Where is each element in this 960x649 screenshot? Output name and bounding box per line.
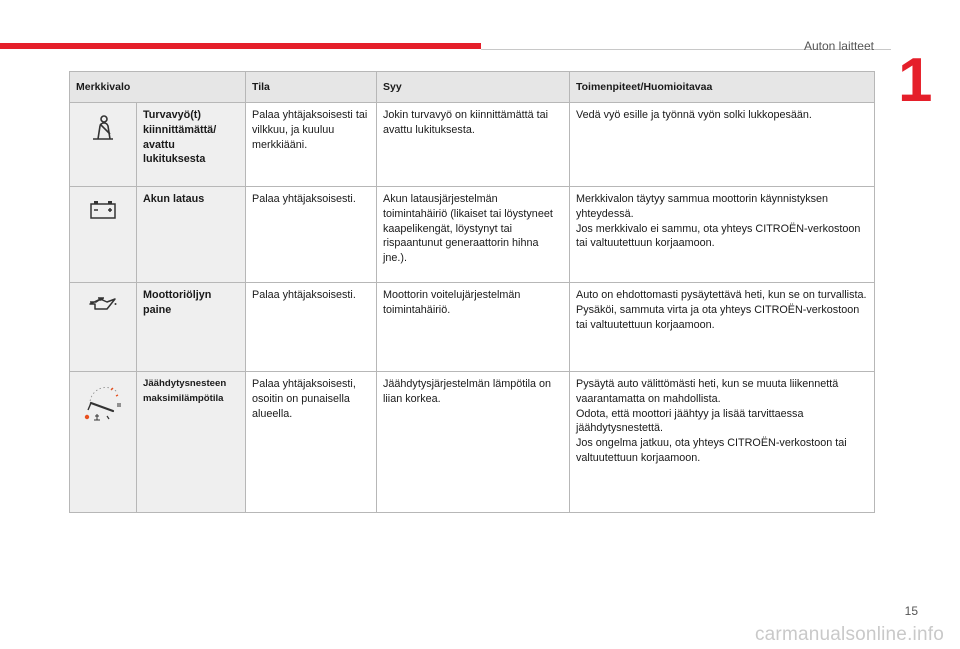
seatbelt-icon bbox=[76, 114, 130, 142]
lamp-name: Akun lataus bbox=[137, 187, 246, 283]
oil-can-icon bbox=[76, 294, 130, 314]
watermark: carmanualsonline.info bbox=[754, 624, 944, 645]
lamp-name: Jäähdytysnesteen maksimilämpötila bbox=[137, 372, 246, 513]
lamp-state: Palaa yhtäjaksoisesti. bbox=[246, 187, 377, 283]
lamp-action: Pysäytä auto välittömästi heti, kun se muuta liikennettä vaarantamatta on mahdollista. Odota, että moottori jäähtyy ja lisää tarvittaessa jäähdytysnestettä. Jos ongelma jatkuu, ota yhteys CITROËN-verkostoon tai valtuutettuun korjaamoon. bbox=[570, 372, 875, 513]
lamp-action: Vedä vyö esille ja työnnä vyön solki lukkopesään. bbox=[570, 103, 875, 187]
header-cause: Syy bbox=[377, 72, 570, 103]
lamp-name: Turvavyö(t) kiinnittämättä/ avattu lukituksesta bbox=[137, 103, 246, 187]
icon-cell bbox=[70, 283, 137, 372]
lamp-cause: Jäähdytysjärjestelmän lämpötila on liian korkea. bbox=[377, 372, 570, 513]
lamp-state: Palaa yhtäjaksoisesti. bbox=[246, 283, 377, 372]
lamp-state: Palaa yhtäjaksoisesti, osoitin on punaisella alueella. bbox=[246, 372, 377, 513]
lamp-state: Palaa yhtäjaksoisesti tai vilkkuu, ja kuuluu merkkiääni. bbox=[246, 103, 377, 187]
warning-lamp-table bbox=[69, 71, 875, 513]
header-accent-bar bbox=[0, 43, 481, 49]
table-row bbox=[70, 103, 875, 187]
lamp-action: Auto on ehdottomasti pysäytettävä heti, kun se on turvallista. Pysäköi, sammuta virta ja ota yhteys CITROËN-verkostoon tai valtuutettuun korjaamoon. bbox=[570, 283, 875, 372]
coolant-temperature-icon bbox=[76, 383, 130, 429]
table-header-row bbox=[70, 72, 875, 103]
icon-cell bbox=[70, 372, 137, 513]
battery-icon bbox=[76, 198, 130, 220]
lamp-cause: Akun latausjärjestelmän toimintahäiriö (likaiset tai löystyneet kaapelikengät, löystynyt tai rispaantunut generaattorin hihna jne.). bbox=[377, 187, 570, 283]
icon-cell bbox=[70, 187, 137, 283]
table-row bbox=[70, 283, 875, 372]
icon-cell bbox=[70, 103, 137, 187]
chapter-number: 1 bbox=[898, 46, 933, 115]
table-row bbox=[70, 372, 875, 513]
header-action: Toimenpiteet/Huomioitavaa bbox=[570, 72, 875, 103]
section-title: Auton laitteet bbox=[803, 39, 874, 53]
lamp-cause: Jokin turvavyö on kiinnittämättä tai avattu lukituksesta. bbox=[377, 103, 570, 187]
header-state: Tila bbox=[246, 72, 377, 103]
lamp-action: Merkkivalon täytyy sammua moottorin käynnistyksen yhteydessä. Jos merkkivalo ei sammu, ota yhteys CITROËN-verkostoon tai valtuutettuun korjaamoon. bbox=[570, 187, 875, 283]
header-lamp: Merkkivalo bbox=[70, 72, 246, 103]
lamp-name: Moottoriöljyn paine bbox=[137, 283, 246, 372]
lamp-cause: Moottorin voitelujärjestelmän toimintahäiriö. bbox=[377, 283, 570, 372]
page-number: 15 bbox=[904, 604, 918, 618]
table-row bbox=[70, 187, 875, 283]
